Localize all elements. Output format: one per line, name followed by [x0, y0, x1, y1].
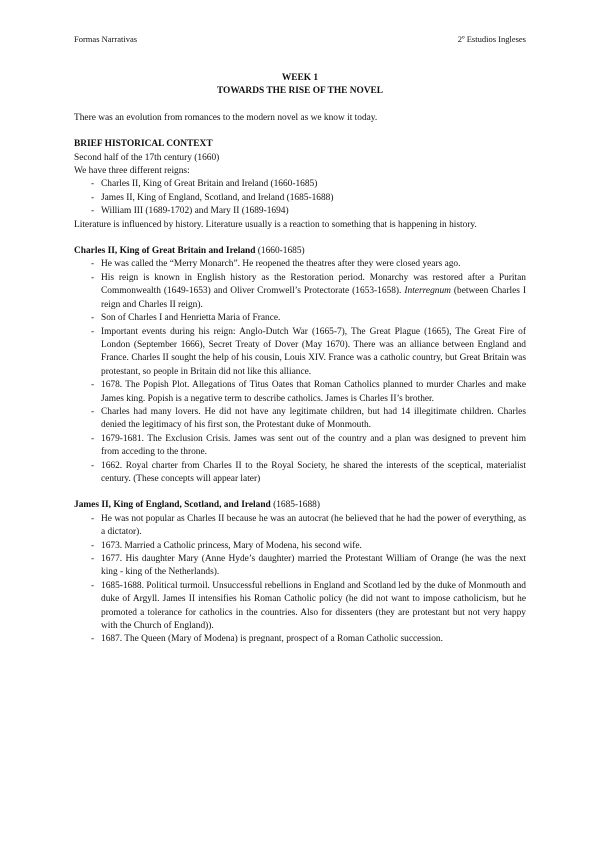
list-item: - Important events during his reign: Anglo-Dutch War (1665-7), The Great Plague (1665), The Great Fire of London (September 1666), Secret Treaty of Dover (May 1670). There was an alliance between England and France. Charles II sought the help of his cousin, Louis XIV. France was a catholic country, but Great Britain was protestant, so people in Britain did not like this alliance. [74, 326, 526, 380]
list-item: - 1679-1681. The Exclusion Crisis. James was sent out of the country and a plan was designed to prevent him from acceding to the throne. [74, 433, 526, 460]
james-heading-dates: (1685-1688) [270, 500, 320, 511]
context-line: We have three different reigns: [74, 166, 190, 177]
list-item: - William III (1689-1702) and Mary II (1689-1694) [74, 205, 526, 218]
reigns-list [74, 178, 526, 218]
header-course: Formas Narrativas [74, 34, 138, 44]
context-line: Second half of the 17th century (1660) [74, 152, 220, 163]
document-body [74, 72, 526, 647]
list-item-tail: (between Charles I reign and Charles II reign). [101, 286, 526, 310]
week-title: WEEK 1 [281, 73, 319, 83]
list-item: - 1677. His daughter Mary (Anne Hyde’s daughter) married the Protestant William of Orange (he was the next king - king of the Netherlands). [74, 553, 526, 580]
list-item [74, 272, 526, 312]
list-item-italic: Interregnum [404, 286, 451, 297]
header-program: 2º Estudios Ingleses [457, 34, 526, 44]
list-item: - He was not popular as Charles II because he was an autocrat (he believed that he had the power of everything, as a dictator). [74, 513, 526, 540]
charles-heading-name: Charles II, King of Great Britain and Ireland [74, 246, 256, 257]
context-note: Literature is influenced by history. Literature usually is a reaction to something that is happening in history. [74, 219, 477, 230]
list-item: - James II, King of England, Scotland, and Ireland (1685-1688) [74, 192, 526, 205]
context-heading: BRIEF HISTORICAL CONTEXT [74, 139, 213, 150]
list-item: - 1687. The Queen (Mary of Modena) is pregnant, prospect of a Roman Catholic succession. [74, 633, 526, 646]
charles-heading [74, 245, 526, 258]
james-list [74, 513, 526, 647]
list-item: - 1673. Married a Catholic princess, Mary of Modena, his second wife. [74, 540, 526, 553]
james-heading-name: James II, King of England, Scotland, and Ireland [74, 500, 271, 511]
list-item: - 1662. Royal charter from Charles II to the Royal Society, he shared the interests of the sceptical, materialist century. (These concepts will appear later) [74, 460, 526, 487]
list-item-text: His reign is known in English history as the Restoration period. Monarchy was restored after a Puritan Commonwealth (1649-1653) and Oliver Cromwell’s Protectorate (1653-1658). [101, 272, 526, 297]
list-item: - Charles II, King of Great Britain and Ireland (1660-1685) [74, 178, 526, 191]
james-heading [74, 499, 526, 512]
intro-paragraph: There was an evolution from romances to the modern novel as we know it today. [74, 112, 378, 123]
page-title: TOWARDS THE RISE OF THE NOVEL [216, 86, 384, 97]
list-item: - Son of Charles I and Henrietta Maria of France. [74, 312, 526, 325]
list-item: - He was called the “Merry Monarch”. He reopened the theatres after they were closed years ago. [74, 258, 526, 271]
list-item: - 1685-1688. Political turmoil. Unsuccessful rebellions in England and Scotland led by the duke of Monmouth and duke of Argyll. James II intensifies his Roman Catholic policy (he did not want to impose catholicism, but he promoted a tolerance for catholics in the countries. Also for dissenters (they are protestant but not very happy with the Church of England)). [74, 580, 526, 634]
charles-heading-dates: (1660-1685) [255, 246, 305, 257]
list-item: - 1678. The Popish Plot. Allegations of Titus Oates that Roman Catholics planned to murder Charles and make James king. Popish is a negative term to describe catholics. James is Charles II’s brother. [74, 379, 526, 406]
list-item: - Charles had many lovers. He did not have any legitimate children, but had 14 illegitimate children. Charles denied the legitimacy of his first son, the Protestant duke of Monmouth. [74, 406, 526, 433]
charles-list [74, 258, 526, 486]
